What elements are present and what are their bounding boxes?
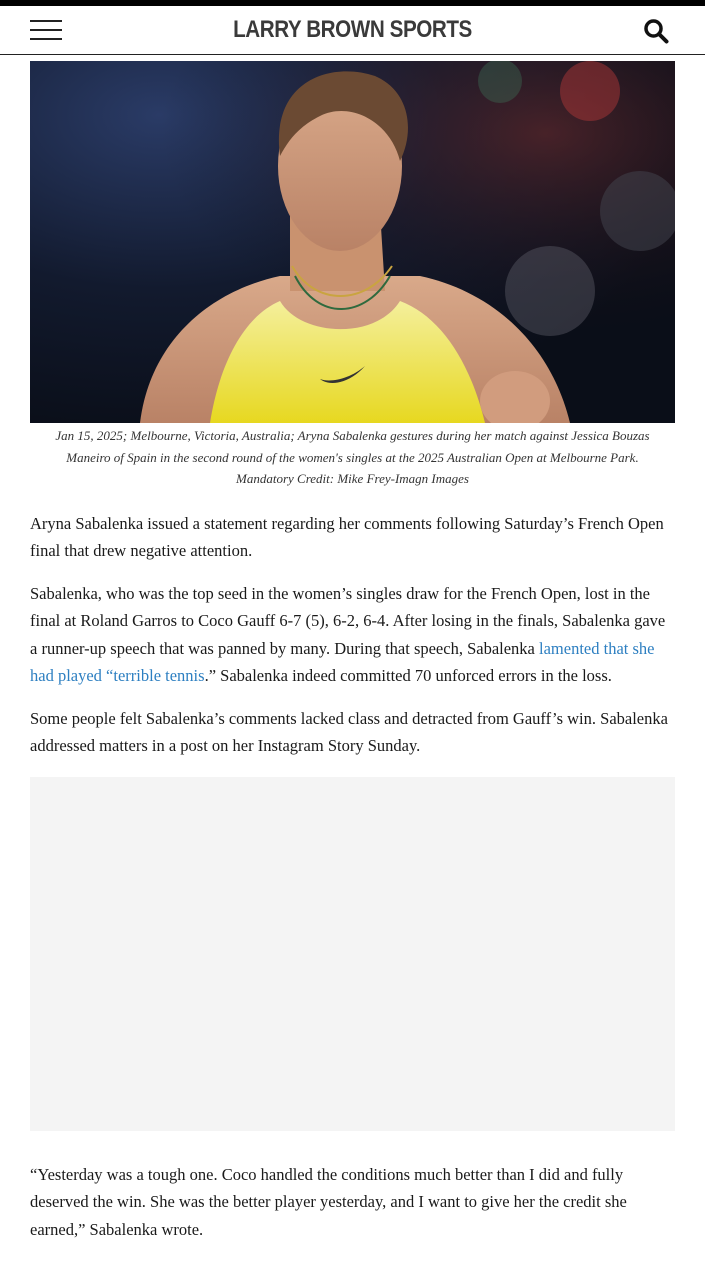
ad-placeholder — [30, 777, 675, 1131]
search-icon[interactable] — [643, 18, 669, 44]
hero-photo-illustration — [30, 61, 675, 423]
article-link-terrible-tennis[interactable]: lamented that she had played “terrible tennis — [30, 638, 655, 685]
site-header — [0, 6, 705, 55]
image-caption: Jan 15, 2025; Melbourne, Victoria, Australia; Aryna Sabalenka gestures during her match against Jessica Bouzas Maneiro of Spain in the second round of the women's singles at the 2025 Australian Open at Melbourne Park. Mandatory Credit: Mike Frey-Imagn Images — [55, 428, 650, 486]
paragraph-text: Sabalenka, who was the top seed in the women’s singles draw for the French Open, lost in the final at Roland Garros to Coco Gauff 6-7 (5), 6-2, 6-4. After losing in the finals, Sabalenka gave a runner-up speech that was panned by many. During that speech, Sabalenka — [30, 583, 666, 658]
paragraph-text: .” Sabalenka indeed committed 70 unforced errors in the loss. — [204, 666, 612, 685]
article-paragraph-3: Some people felt Sabalenka’s comments lacked class and detracted from Gauff’s win. Sabalenka addressed matters in a post on her Instagram Story Sunday. — [30, 708, 668, 755]
article-content — [0, 61, 705, 1243]
article-paragraph-1: Aryna Sabalenka issued a statement regarding her comments following Saturday’s French Open final that drew negative attention. — [30, 513, 664, 560]
article-paragraph-2 — [30, 580, 675, 690]
hero-image — [30, 61, 675, 423]
article-paragraph-4: “Yesterday was a tough one. Coco handled the conditions much better than I did and fully deserved the win. She was the better player yesterday, and I want to give her the credit she earned,” Sabalenka wrote. — [30, 1164, 627, 1239]
site-logo[interactable]: LARRY BROWN SPORTS — [233, 16, 472, 43]
